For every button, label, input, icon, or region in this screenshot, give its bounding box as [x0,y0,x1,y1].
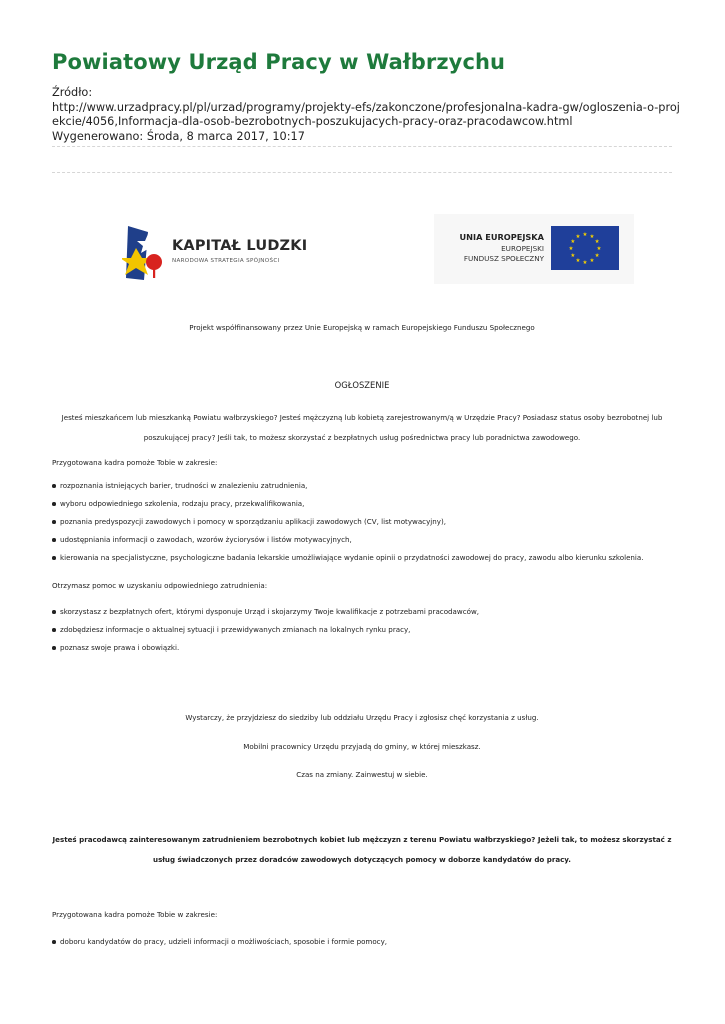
list-item: poznania predyspozycji zawodowych i pomocy w sporządzaniu aplikacji zawodowych (CV, list motywacyjny), [52,516,672,534]
eu-label-union: UNIA EUROPEJSKA [459,232,544,242]
list-item: udostępniania informacji o zawodach, wzorów życiorysów i listów motywacyjnych, [52,534,672,552]
kapital-ludzki-title: KAPITAŁ LUDZKI [172,238,308,254]
page-title: Powiatowy Urząd Pracy w Wałbrzychu [52,50,506,74]
eu-star-icon: ★ [589,258,595,265]
source-url[interactable]: http://www.urzadpracy.pl/pl/urzad/programy/projekty-efs/zakonczone/profesjonalna-kadra-gw/ogloszenia-o-projekcie/4056,Informacja-dla-osob-bezrobotnych-poszukujacych-pracy-oraz-pracodawcow.html [52,100,680,128]
eu-star-icon: ★ [570,239,576,245]
list-item: wyboru odpowiedniego szkolenia, rodzaju pracy, przekwalifikowania, [52,498,672,516]
eu-star-icon: ★ [589,233,595,240]
eu-star-icon: ★ [594,253,600,259]
help-list [52,480,672,570]
eu-star-icon: ★ [575,233,581,240]
list-item: poznasz swoje prawa i obowiązki. [52,642,672,660]
eu-star-icon: ★ [568,246,574,252]
eu-flag-icon [551,226,619,270]
employer-paragraph: Jesteś pracodawcą zainteresowanym zatrudnieniem bezrobotnych kobiet lub mężczyzn z terenu Powiatu wałbrzyskiego? Jeżeli tak, to możesz skorzystać z usług świadczonych przez doradców zawodowych dotyczących pomocy w doborze kandydatów do pracy. [52,835,672,864]
employer-list [52,936,672,954]
visit-note: Wystarczy, że przyjdziesz do siedziby lub oddziału Urzędu Pracy i zgłosisz chęć korzystania z usług. [185,713,539,722]
list-item: rozpoznania istniejących barier, trudności w znalezieniu zatrudnienia, [52,480,672,498]
source-meta [52,86,682,144]
eu-label-fund-1: EUROPEJSKI [501,244,544,253]
support-list [52,606,672,660]
divider [52,172,672,173]
kapital-ludzki-subtitle: NARODOWA STRATEGIA SPÓJNOŚCI [172,258,280,264]
eu-star-icon: ★ [582,260,588,266]
eu-star-icon: ★ [594,239,600,245]
eu-logo [434,214,634,284]
source-label: Źródło: [52,86,93,99]
eu-star-icon: ★ [582,232,588,238]
kapital-ludzki-logo [122,222,308,282]
cofinance-note: Projekt współfinansowany przez Unie Europejską w ramach Europejskiego Funduszu Społecznego [189,323,535,332]
eu-star-icon: ★ [575,258,581,265]
help-intro-employer: Przygotowana kadra pomoże Tobie w zakresie: [52,910,218,919]
list-item: skorzystasz z bezpłatnych ofert, którymi dysponuje Urząd i skojarzymy Twoje kwalifikacje z potrzebami pracodawców, [52,606,672,624]
list-item: zdobędziesz informacje o aktualnej sytuacji i przewidywanych zmianach na lokalnych rynku pracy, [52,624,672,642]
list-item: doboru kandydatów do pracy, udzieli informacji o możliwościach, sposobie i formie pomocy, [52,936,672,954]
divider [52,146,672,147]
list-item: kierowania na specjalistyczne, psychologiczne badania lekarskie umożliwiające wydanie opinii o przydatności zawodowej do pracy, zawodu albo kierunku szkolenia. [52,552,672,570]
kapital-ludzki-emblem-icon [122,222,166,282]
generated-date: Wygenerowano: Środa, 8 marca 2017, 10:17 [52,129,305,143]
support-intro: Otrzymasz pomoc w uzyskaniu odpowiedniego zatrudnienia: [52,581,268,590]
eu-label-fund-2: FUNDUSZ SPOŁECZNY [463,254,544,263]
announcement-heading: OGŁOSZENIE [334,380,390,390]
intro-paragraph: Jesteś mieszkańcem lub mieszkanką Powiatu wałbrzyskiego? Jesteś mężczyzną lub kobietą zarejestrowanym/ą w Urzędzie Pracy? Posiadasz status osoby bezrobotnej lub poszukującej pracy? Jeśli tak, to możesz skorzystać z bezpłatnych usług pośrednictwa pracy lub poradnictwa zawodowego. [61,413,663,442]
eu-star-icon: ★ [596,246,602,252]
slogan: Czas na zmiany. Zainwestuj w siebie. [296,770,428,779]
help-intro: Przygotowana kadra pomoże Tobie w zakresie: [52,458,218,467]
eu-star-icon: ★ [570,253,576,259]
mobile-note: Mobilni pracownicy Urzędu przyjadą do gminy, w której mieszkasz. [243,742,481,751]
